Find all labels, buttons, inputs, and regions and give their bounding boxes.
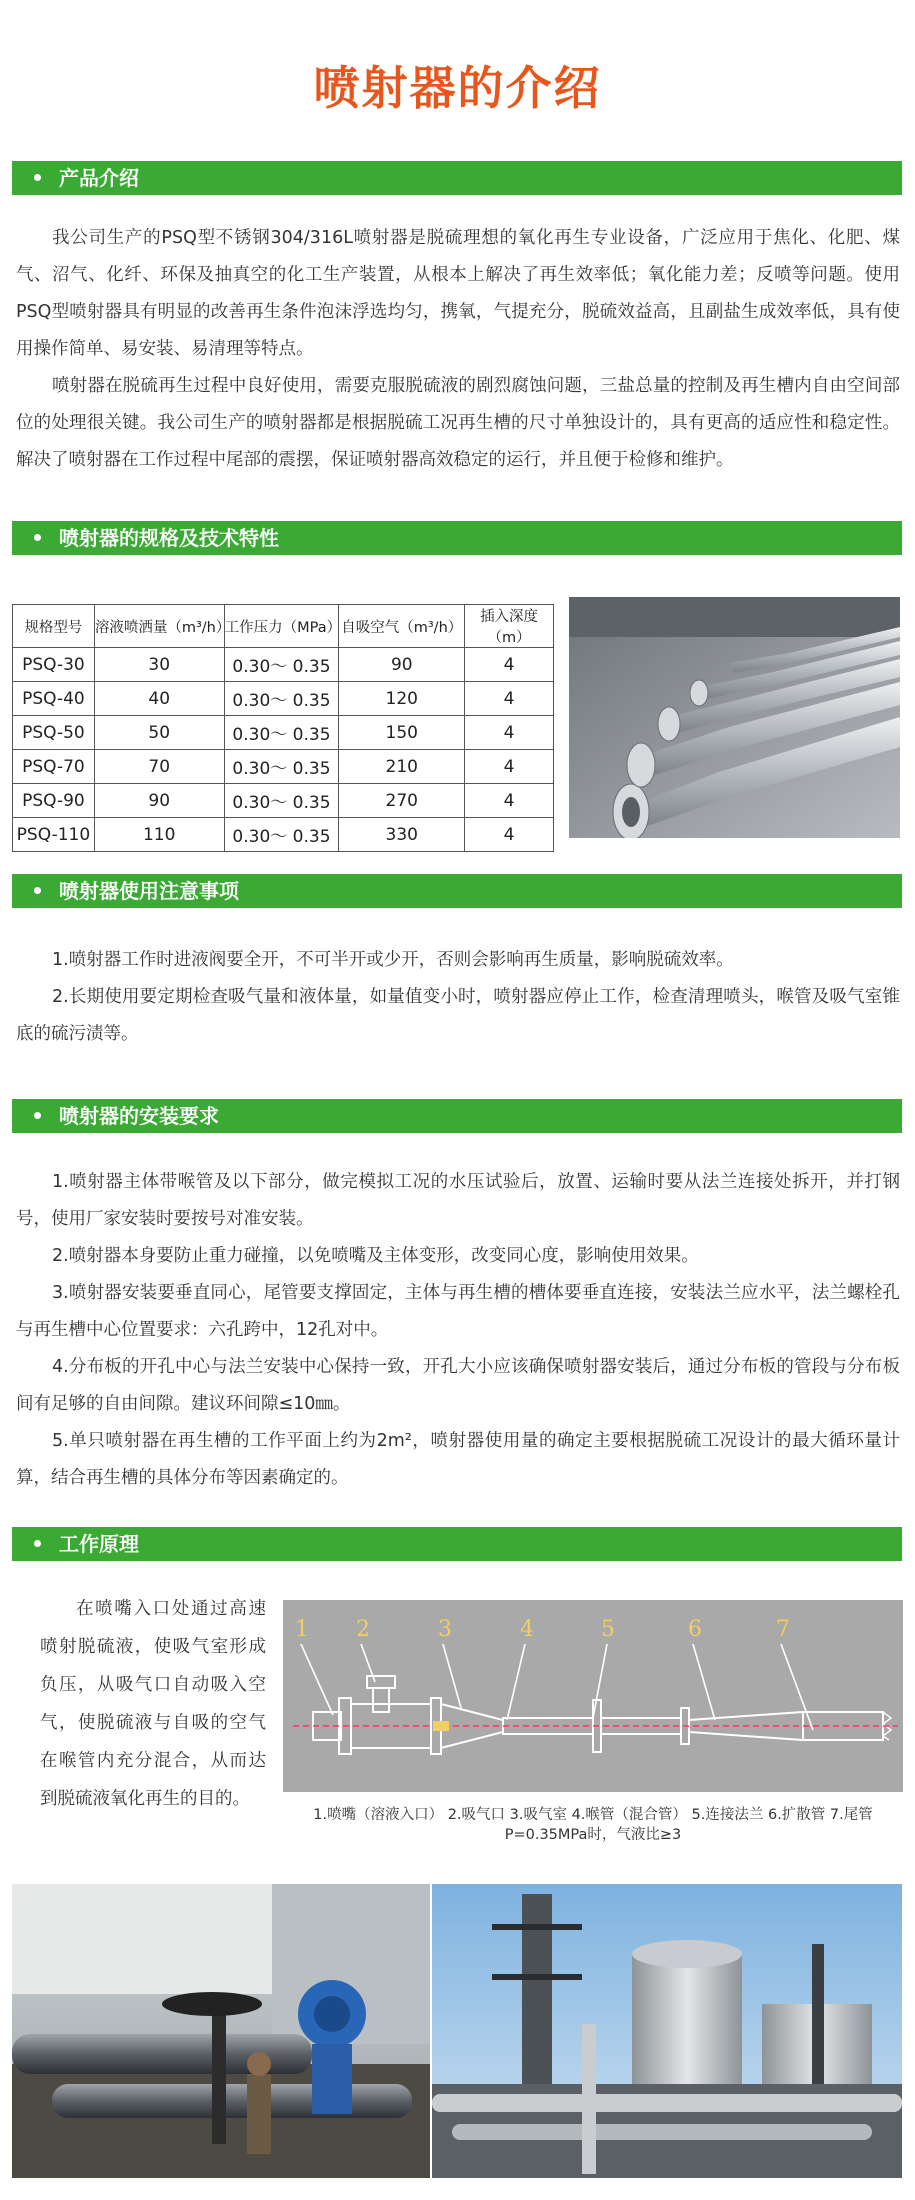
intro-paragraph-2: 喷射器在脱硫再生过程中良好使用，需要克服脱硫液的剧烈腐蚀问题，三盐总量的控制及再生槽内自由空间部位的处理很关键。我公司生产的喷射器都是根据脱硫工况再生槽的尺寸单独设计的，具有更高的适应性和稳定性。解决了喷射器在工作过程中尾部的震摆，保证喷射器高效稳定的运行，并且便于检修和维护。	[16, 376, 900, 470]
bullet-dot-icon	[34, 1540, 41, 1547]
installation-site-photo-left	[12, 1884, 430, 2178]
section-header-intro	[12, 161, 902, 195]
install-list	[16, 1164, 900, 1497]
spec-cell: 90	[94, 784, 224, 818]
spec-cell: PSQ-30	[13, 648, 95, 682]
spec-cell: 0.30～ 0.35	[224, 750, 339, 784]
table-row	[13, 682, 554, 716]
diagram-label-5: 5	[601, 1617, 615, 1642]
diagram-label-4: 4	[520, 1617, 534, 1642]
bullet-dot-icon	[34, 1112, 41, 1119]
spec-cell: PSQ-90	[13, 784, 95, 818]
spec-cell: 0.30～ 0.35	[224, 818, 339, 852]
spec-cell: 0.30～ 0.35	[224, 682, 339, 716]
diagram-caption-line-2: P=0.35MPa时，气液比≥3	[504, 1827, 682, 1843]
spec-cell: 0.30～ 0.35	[224, 648, 339, 682]
page-title: 喷射器的介绍	[313, 61, 602, 115]
list-item: 1.喷射器主体带喉管及以下部分，做完模拟工况的水压试验后，放置、运输时要从法兰连接处拆开，并打钢号，使用厂家安装时要按号对准安装。	[16, 1172, 900, 1229]
table-row	[13, 716, 554, 750]
spec-cell: 4	[465, 648, 554, 682]
list-item: 1.喷射器工作时进液阀要全开，不可半开或少开，否则会影响再生质量，影响脱硫效率。	[52, 950, 734, 970]
table-row	[13, 648, 554, 682]
section-header-install	[12, 1099, 902, 1133]
spec-cell: 90	[339, 648, 465, 682]
spec-cell: 40	[94, 682, 224, 716]
table-row	[13, 784, 554, 818]
table-row	[13, 750, 554, 784]
section-title-notes: 喷射器使用注意事项	[59, 879, 239, 903]
spec-cell: 330	[339, 818, 465, 852]
spec-cell: PSQ-110	[13, 818, 95, 852]
list-item: 4.分布板的开孔中心与法兰安装中心保持一致，开孔大小应该确保喷射器安装后，通过分布板的管段与分布板间有足够的自由间隙。建议环间隙≤10㎜。	[16, 1357, 900, 1414]
spec-cell: PSQ-70	[13, 750, 95, 784]
section-header-principle	[12, 1527, 902, 1561]
spec-cell: 4	[465, 784, 554, 818]
spec-table	[12, 604, 554, 852]
section-title-spec: 喷射器的规格及技术特性	[59, 526, 279, 550]
spec-cell: 110	[94, 818, 224, 852]
principle-text: 在喷嘴入口处通过高速喷射脱硫液，使吸气室形成负压，从吸气口自动吸入空气，使脱硫液与自吸的空气在喉管内充分混合，从而达到脱硫液氧化再生的目的。	[40, 1599, 266, 1809]
diagram-label-1: 1	[295, 1617, 309, 1642]
spec-cell: 0.30～ 0.35	[224, 784, 339, 818]
spec-cell: 50	[94, 716, 224, 750]
section-title-install: 喷射器的安装要求	[59, 1104, 219, 1128]
spec-cell: 150	[339, 716, 465, 750]
spec-col-header: 插入深度（m）	[465, 605, 554, 648]
principle-text-block	[40, 1590, 266, 1818]
installation-site-photo-right	[432, 1884, 902, 2178]
spec-cell: 4	[465, 750, 554, 784]
spec-table-header-row	[13, 605, 554, 648]
table-row	[13, 818, 554, 852]
section-title-intro: 产品介绍	[59, 166, 139, 190]
spec-cell: 30	[94, 648, 224, 682]
diagram-caption-line-1: 1.喷嘴（溶液入口） 2.吸气口 3.吸气室 4.喉管（混合管） 5.连接法兰 6.扩散管 7.尾管	[313, 1807, 873, 1823]
section-title-principle: 工作原理	[59, 1532, 139, 1556]
spec-col-header: 溶液喷洒量（m³/h）	[94, 605, 224, 648]
diagram-label-3: 3	[438, 1617, 452, 1642]
section-header-spec	[12, 521, 902, 555]
spec-cell: 4	[465, 716, 554, 750]
ejector-products-photo	[569, 597, 900, 838]
diagram-label-7: 7	[776, 1617, 790, 1642]
spec-col-header: 工作压力（MPa）	[224, 605, 339, 648]
list-item: 5.单只喷射器在再生槽的工作平面上约为2m²，喷射器使用量的确定主要根据脱硫工况设计的最大循环量计算，结合再生槽的具体分布等因素确定的。	[16, 1431, 900, 1488]
spec-cell: 210	[339, 750, 465, 784]
spec-cell: PSQ-50	[13, 716, 95, 750]
notes-list	[16, 942, 900, 1053]
intro-paragraph-1: 我公司生产的PSQ型不锈钢304/316L喷射器是脱硫理想的氧化再生专业设备，广泛应用于焦化、化肥、煤气、沼气、化纤、环保及抽真空的化工生产装置，从根本上解决了再生效率低；氧化能力差；反喷等问题。使用PSQ型喷射器具有明显的改善再生条件泡沫浮选均匀，携氧，气提充分，脱硫效益高，且副盐生成效率低，具有使用操作简单、易安装、易清理等特点。	[16, 228, 900, 359]
list-item: 2.喷射器本身要防止重力碰撞，以免喷嘴及主体变形，改变同心度，影响使用效果。	[52, 1246, 699, 1266]
spec-cell: 0.30～ 0.35	[224, 716, 339, 750]
intro-text	[16, 220, 900, 479]
spec-cell: PSQ-40	[13, 682, 95, 716]
spec-cell: 4	[465, 818, 554, 852]
list-item: 3.喷射器安装要垂直同心，尾管要支撑固定，主体与再生槽的槽体要垂直连接，安装法兰应水平，法兰螺栓孔与再生槽中心位置要求：六孔跨中，12孔对中。	[16, 1283, 900, 1340]
section-header-notes	[12, 874, 902, 908]
bullet-dot-icon	[34, 174, 41, 181]
diagram-label-2: 2	[356, 1617, 370, 1642]
list-item: 2.长期使用要定期检查吸气量和液体量，如量值变小时，喷射器应停止工作，检查清理喷头，喉管及吸气室锥底的硫污渍等。	[16, 987, 900, 1044]
ejector-structure-diagram	[283, 1600, 903, 1792]
spec-cell: 70	[94, 750, 224, 784]
spec-cell: 270	[339, 784, 465, 818]
spec-col-header: 规格型号	[13, 605, 95, 648]
bullet-dot-icon	[34, 887, 41, 894]
spec-cell: 4	[465, 682, 554, 716]
spec-cell: 120	[339, 682, 465, 716]
diagram-caption	[283, 1805, 903, 1845]
diagram-label-6: 6	[688, 1617, 702, 1642]
spec-col-header: 自吸空气（m³/h）	[339, 605, 465, 648]
bullet-dot-icon	[34, 534, 41, 541]
